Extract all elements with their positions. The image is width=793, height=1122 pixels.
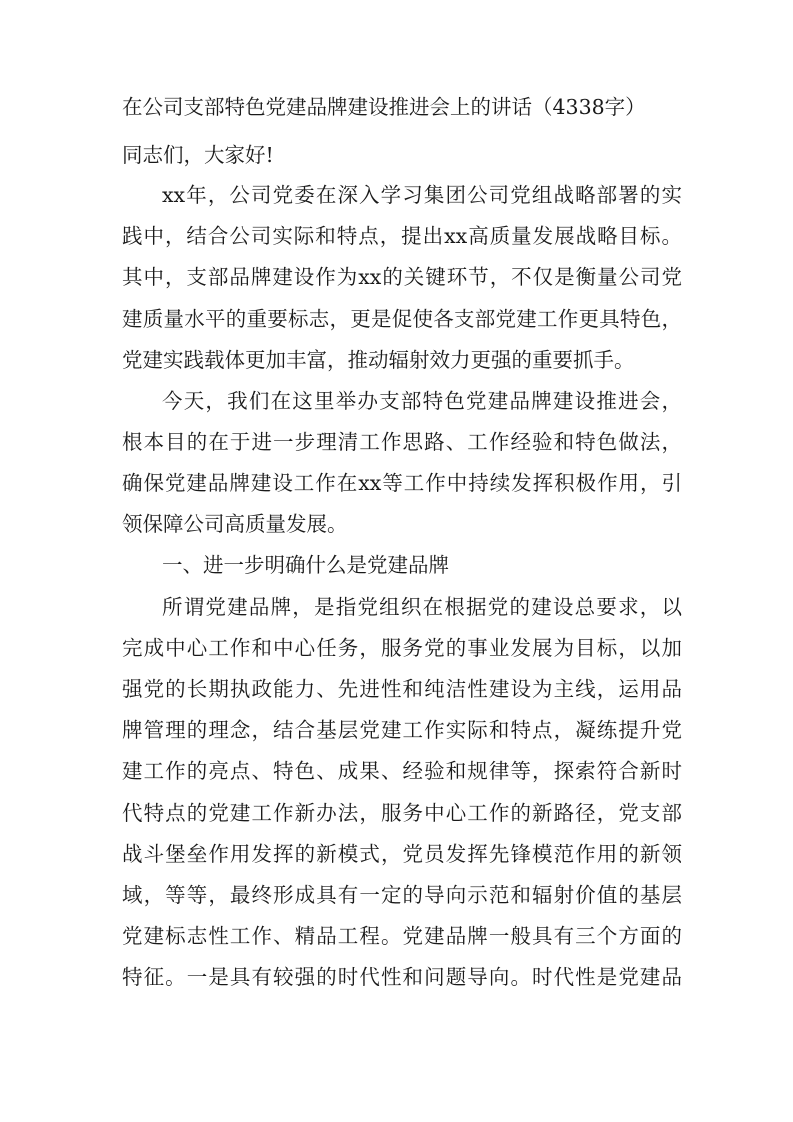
paragraph-1-line-1: xx年，公司党委在深入学习集团公司党组战略部署的实: [162, 183, 682, 207]
paragraph-4-line-1: 所谓党建品牌，是指党组织在根据党的建设总要求，以: [162, 595, 682, 619]
paragraph-2-line-2: 根本目的在于进一步理清工作思路、工作经验和特色做法，: [122, 430, 682, 454]
paragraph-4-line-3: 强党的长期执政能力、先进性和纯洁性建设为主线，运用品: [122, 677, 682, 701]
paragraph-4-line-9: 党建标志性工作、精品工程。党建品牌一般具有三个方面的: [122, 924, 682, 948]
paragraph-4-line-6: 代特点的党建工作新办法，服务中心工作的新路径，党支部: [122, 801, 682, 825]
paragraph-2-line-1: 今天，我们在这里举办支部特色党建品牌建设推进会，: [162, 389, 682, 413]
paragraph-2-line-3: 确保党建品牌建设工作在xx等工作中持续发挥积极作用，引: [122, 471, 682, 495]
greeting: 同志们，大家好!: [122, 143, 274, 167]
paragraph-4-line-10: 特征。一是具有较强的时代性和问题导向。时代性是党建品: [122, 965, 682, 989]
paragraph-4-line-4: 牌管理的理念，结合基层党建工作实际和特点，凝练提升党: [122, 718, 682, 742]
paragraph-1-line-2: 践中，结合公司实际和特点，提出xx高质量发展战略目标。: [122, 224, 682, 248]
paragraph-4-line-7: 战斗堡垒作用发挥的新模式，党员发挥先锋模范作用的新领: [122, 842, 682, 866]
paragraph-1-line-3: 其中，支部品牌建设作为xx的关键环节，不仅是衡量公司党: [122, 265, 682, 289]
paragraph-1-line-4: 建质量水平的重要标志，更是促使各支部党建工作更具特色，: [122, 307, 682, 331]
paragraph-1-line-5: 党建实践载体更加丰富，推动辐射效力更强的重要抓手。: [122, 348, 635, 372]
document-title: 在公司支部特色党建品牌建设推进会上的讲话（4338字）: [122, 95, 646, 119]
paragraph-2-line-4: 领保障公司高质量发展。: [122, 512, 348, 536]
paragraph-4-line-8: 域，等等，最终形成具有一定的导向示范和辐射价值的基层: [122, 883, 682, 907]
section-heading-1: 一、进一步明确什么是党建品牌: [162, 553, 449, 577]
paragraph-4-line-5: 建工作的亮点、特色、成果、经验和规律等，探索符合新时: [122, 759, 682, 783]
paragraph-4-line-2: 完成中心工作和中心任务，服务党的事业发展为目标，以加: [122, 636, 682, 660]
